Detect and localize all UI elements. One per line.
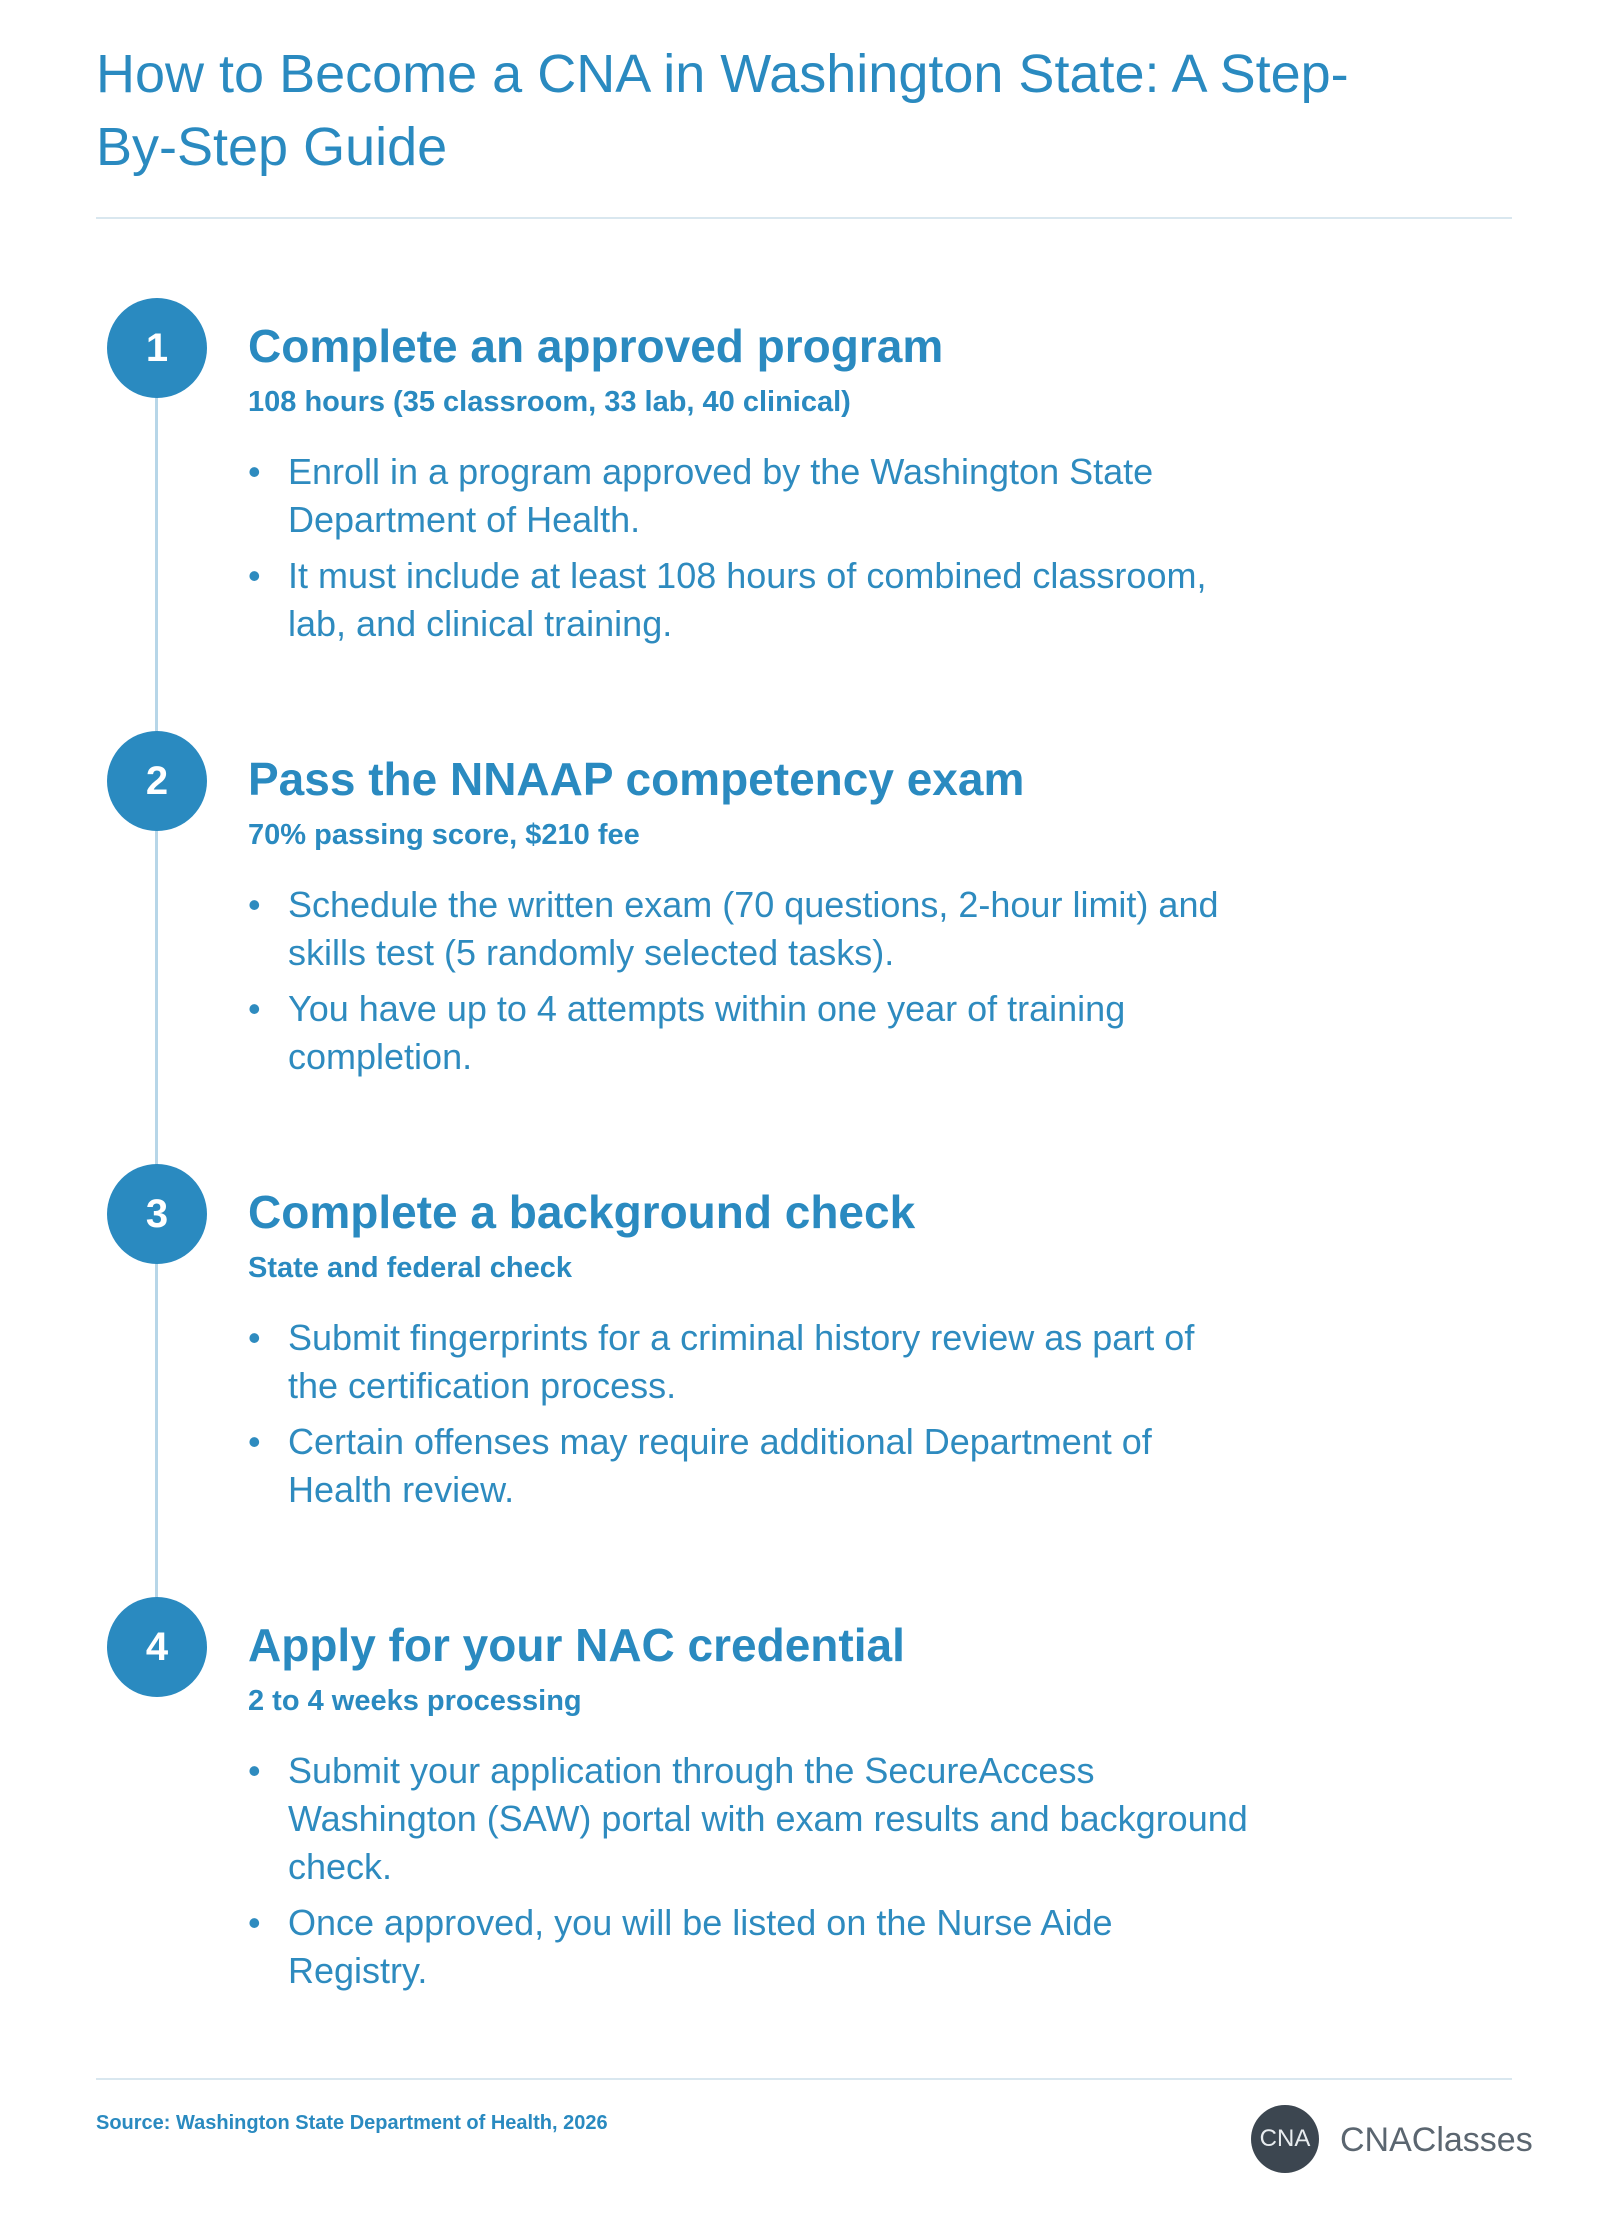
step-title: Complete an approved program xyxy=(248,320,944,372)
step-number-badge: 1 xyxy=(107,298,207,398)
source-note: Source: Washington State Department of Health, 2026 xyxy=(96,2112,608,2134)
step-bullets xyxy=(248,881,1248,1089)
step-bullets xyxy=(248,448,1248,656)
page-title: How to Become a CNA in Washington State: A Step-By-Step Guide xyxy=(96,44,1349,177)
bullet-item: • It must include at least 108 hours of combined classroom, lab, and clinical training. xyxy=(248,552,1248,648)
bullet-item: • Certain offenses may require additional Department of Health review. xyxy=(248,1418,1248,1514)
brand-name: CNAClasses xyxy=(1340,2121,1533,2159)
step-number-badge: 2 xyxy=(107,731,207,831)
step-subtitle: 70% passing score, $210 fee xyxy=(248,819,640,851)
footer-divider xyxy=(96,2078,1512,2080)
step-number-badge: 3 xyxy=(107,1164,207,1264)
step-title: Complete a background check xyxy=(248,1186,916,1238)
bullet-item: • Once approved, you will be listed on the Nurse Aide Registry. xyxy=(248,1899,1248,1995)
step-subtitle: 2 to 4 weeks processing xyxy=(248,1685,582,1717)
timeline-line xyxy=(155,350,158,1650)
step-number-badge: 4 xyxy=(107,1597,207,1697)
step-bullets xyxy=(248,1314,1248,1522)
bullet-item: • Submit your application through the SecureAccess Washington (SAW) portal with exam results and background check. xyxy=(248,1747,1248,1891)
step-title: Pass the NNAAP competency exam xyxy=(248,753,1025,805)
bullet-item: • Submit fingerprints for a criminal history review as part of the certification process. xyxy=(248,1314,1248,1410)
bullet-item: • Enroll in a program approved by the Washington State Department of Health. xyxy=(248,448,1248,544)
step-subtitle: State and federal check xyxy=(248,1252,572,1284)
step-bullets xyxy=(248,1747,1248,2003)
header-divider xyxy=(96,217,1512,219)
brand-logo: CNA xyxy=(1251,2105,1319,2173)
step-title: Apply for your NAC credential xyxy=(248,1619,905,1671)
bullet-item: • You have up to 4 attempts within one year of training completion. xyxy=(248,985,1248,1081)
step-subtitle: 108 hours (35 classroom, 33 lab, 40 clinical) xyxy=(248,386,851,418)
bullet-item: • Schedule the written exam (70 questions, 2-hour limit) and skills test (5 randomly selected tasks). xyxy=(248,881,1248,977)
